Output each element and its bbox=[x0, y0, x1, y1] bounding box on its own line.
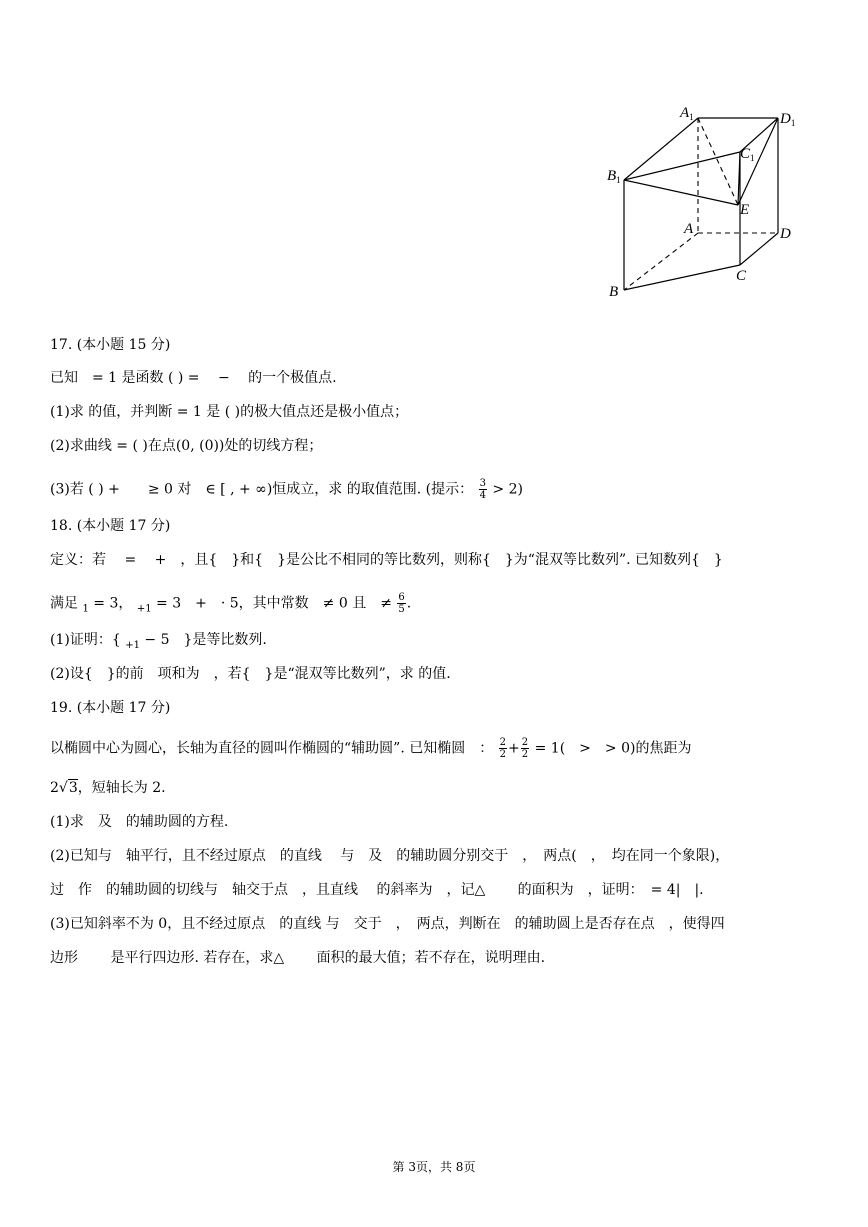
q19-ellipse-def bbox=[50, 737, 691, 760]
q19-part1: (1)求 及 的辅助圆的方程. bbox=[50, 814, 229, 830]
label-a: A bbox=[684, 221, 694, 237]
q19-focal-coef: 2 bbox=[50, 780, 59, 796]
q17-part3 bbox=[50, 478, 523, 501]
q19-frac-1: $\frac{2}{2}$ bbox=[499, 737, 507, 760]
label-b1: $B_1$ bbox=[607, 168, 621, 185]
page-footer: 第 3页，共 8页 bbox=[392, 1160, 476, 1174]
q19-plus: + bbox=[508, 740, 520, 757]
q19-part2-line1: (2)已知与 轴平行，且不经过原点 的直线 与 及 的辅助圆分别交于 ， 两点( ， 均在同一个象限)， bbox=[50, 848, 730, 864]
prism-diagram bbox=[600, 100, 810, 310]
label-d1: $D_1$ bbox=[780, 111, 796, 128]
label-d: D bbox=[780, 226, 791, 242]
q19-part3-line1: (3)已知斜率不为 0，且不经过原点 的直线 与 交于 ， 两点，判断在 的辅助圆上是否存在点 ，使得四 bbox=[50, 916, 725, 932]
prism-figure bbox=[600, 100, 810, 310]
q17-hint-fraction: $\frac{3}{4}$ bbox=[479, 478, 486, 501]
q18-sub-n1: +1 bbox=[136, 603, 152, 615]
q18-definition: 定义：若 = + ，且{ }和{ }是公比不相同的等比数列，则称{ }为“混双等比数列”. 已知数列{ } bbox=[50, 552, 723, 568]
q18-part1-end: − 5 }是等比数列. bbox=[144, 632, 267, 648]
q19-def-text: 以椭圆中心为圆心，长轴为直径的圆叫作椭圆的“辅助圆”. 已知椭圆 ： bbox=[50, 740, 494, 757]
q18-fraction: $\frac{6}{5}$ bbox=[398, 592, 405, 615]
q18-period: . bbox=[406, 595, 412, 612]
label-a1: $A_1$ bbox=[680, 105, 694, 122]
q19-def-end: = 1( > > 0)的焦距为 bbox=[534, 740, 692, 757]
q18-title: 18. (本小题 17 分) bbox=[50, 518, 171, 534]
q17-title: 17. (本小题 15 分) bbox=[50, 337, 171, 353]
q17-part2: (2)求曲线 = ( )在点(0, (0))处的切线方程； bbox=[50, 438, 323, 454]
label-e: E bbox=[740, 202, 750, 218]
q19-title: 19. (本小题 17 分) bbox=[50, 700, 171, 716]
q17-part3-text: (3)若 ( ) + ≥ 0 对 ∈ [ , + ∞)恒成立，求 的取值范围. (提示： bbox=[50, 481, 474, 498]
q18-part2: (2)设{ }的前 项和为 ，若{ }是“混双等比数列”，求 的值. bbox=[50, 666, 451, 682]
q18-part1-sub: +1 bbox=[125, 640, 140, 651]
label-c: C bbox=[736, 268, 747, 284]
q18-cond-value: = 3， bbox=[93, 595, 133, 612]
q17-stem: 已知 = 1 是函数 ( ) = − 的一个极值点. bbox=[50, 370, 337, 386]
q18-condition bbox=[50, 592, 411, 620]
q19-sqrt: 3 bbox=[68, 780, 78, 796]
q18-part1-text: (1)证明：{ bbox=[50, 632, 121, 648]
q19-part2-line2: 过 作 的辅助圆的切线与 轴交于点 ，且直线 的斜率为 ，记△ 的面积为 ，证明： = 4| |. bbox=[50, 882, 704, 898]
label-c1: $C_1$ bbox=[740, 146, 755, 163]
q18-part1 bbox=[50, 630, 267, 656]
q19-focal-text: ，短轴长为 2. bbox=[77, 780, 166, 796]
q18-cond-rule: = 3 + · 5，其中常数 ≠ 0 且 ≠ bbox=[156, 595, 392, 612]
q19-focal: 2√3，短轴长为 2. bbox=[50, 780, 166, 796]
q18-cond-text: 满足 bbox=[50, 595, 78, 612]
q17-part3-end: > 2) bbox=[492, 481, 523, 498]
q19-frac-2: $\frac{2}{2}$ bbox=[521, 737, 529, 760]
q19-part3-line2: 边形 是平行四边形. 若存在，求△ 面积的最大值；若不存在，说明理由. bbox=[50, 950, 546, 966]
q17-part1: (1)求 的值，并判断 = 1 是 ( )的极大值点还是极小值点； bbox=[50, 404, 409, 420]
label-b: B bbox=[609, 284, 619, 300]
q18-sub-1: 1 bbox=[82, 603, 89, 615]
